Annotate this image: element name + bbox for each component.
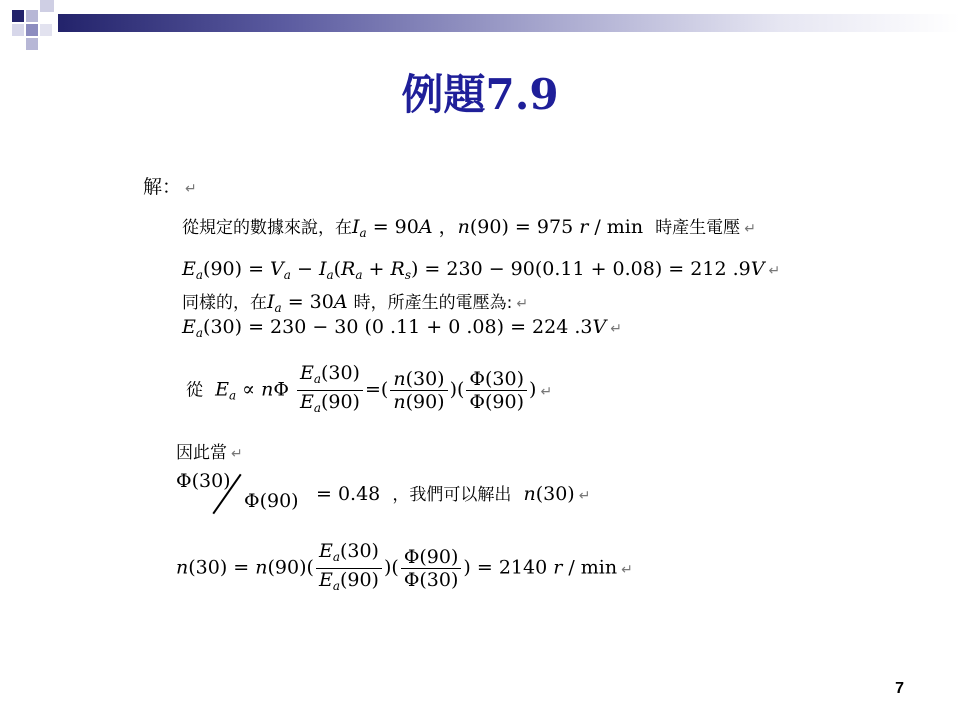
line3-text-b: 時，所產生的電壓為: <box>353 293 513 313</box>
title-cjk: 例題 <box>401 70 486 119</box>
equation-line-7: = 0.48 ，我們可以解出 n(30) ↵ <box>316 483 591 505</box>
line6-text: 因此當 <box>176 443 227 463</box>
solution-label <box>143 172 197 199</box>
solution-label-text: 解： <box>143 176 182 198</box>
equation-line-2: $E_a(90) = V_a - I_a(R_a + R_s) = 230 - 90(0.11 + 0.08) = 212$ .9V ↵ <box>182 258 781 282</box>
equation-line-1: 從規定的數據來說，在$I_a = 90A$ ，n(90) = 975 r / min 時產生電壓 ↵ <box>182 216 756 240</box>
line3-text: 同樣的，在 <box>182 293 267 313</box>
equation-line-3: 同樣的，在$I_a = 30A$ 時，所產生的電壓為: ↵ <box>182 291 529 315</box>
line1-text: 從規定的數據來說，在 <box>182 218 352 238</box>
equation-line-4: $E_a(30) = 230 - 30$ (0 .11 + 0 .08) = 224 .3V ↵ <box>182 316 622 340</box>
page-number: 7 <box>895 680 904 697</box>
phi-30-label: Φ(30) <box>176 470 231 492</box>
line5-prefix: 從 <box>186 380 203 401</box>
line7-text: ，我們可以解出 <box>392 485 512 505</box>
return-mark: ↵ <box>185 181 197 197</box>
equation-line-8: n(30) = n(90)( $\frac{E_a(30)}{E_a(90)}$ )( $\frac{\Phi(90)}{\Phi(30)}$ ) = 2140 r / min ↵ <box>176 540 633 593</box>
title-number: 7.9 <box>485 70 559 119</box>
equation-line-5: 從 $E_a \propto n\Phi$ $\frac{E_a(30)}{E_a(90)}$ =( $\frac{n(30)}{n(90)}$ )( $\frac{\Phi(30)}{\Phi(90)}$ ) ↵ <box>186 362 553 415</box>
phi-90-label: Φ(90) <box>244 490 299 512</box>
equation-line-6: 因此當 ↵ <box>176 443 243 463</box>
line1-text-b: 時產生電壓 <box>655 218 741 238</box>
